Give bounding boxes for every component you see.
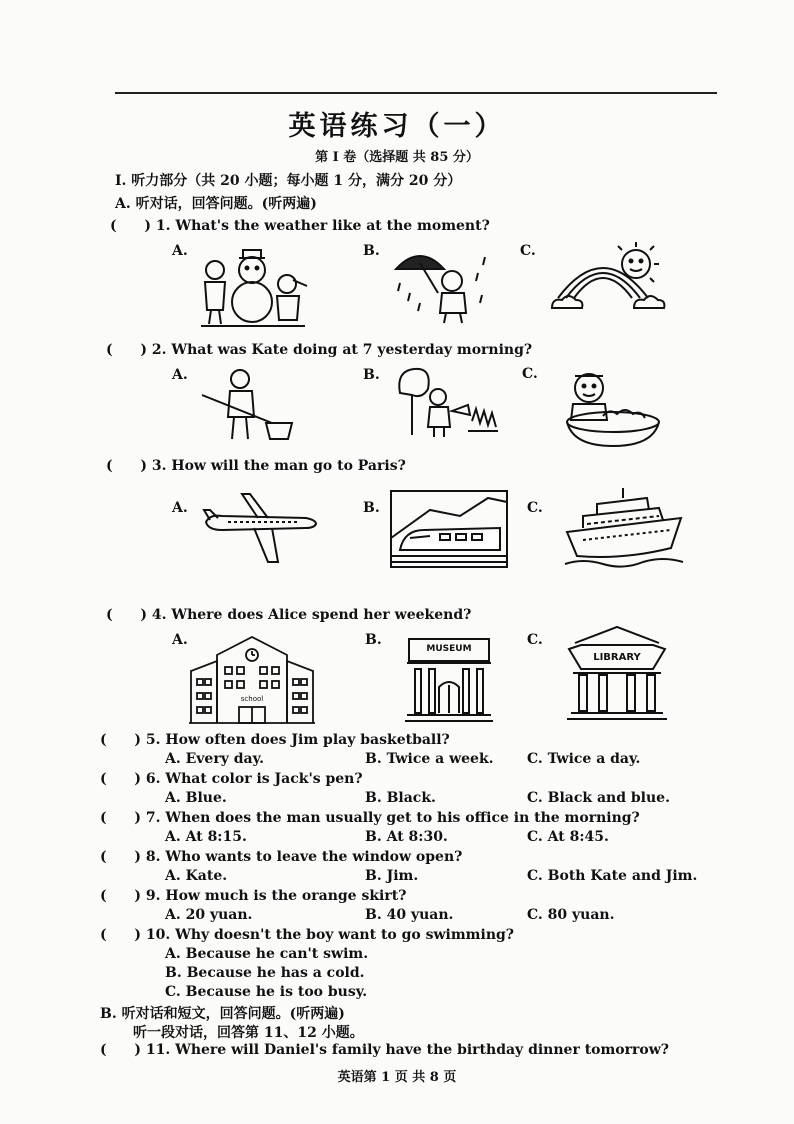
rainbow-sun-icon[interactable] (548, 238, 668, 318)
q4-option-b-label: B. (365, 632, 382, 648)
q5-option-b[interactable]: B. Twice a week. (365, 751, 494, 767)
q3-option-b-label: B. (363, 500, 380, 516)
library-building-icon[interactable] (565, 625, 669, 723)
question-8 (100, 849, 462, 865)
answer-blank-7[interactable]: ( (100, 810, 107, 826)
q8-option-a[interactable]: A. Kate. (165, 868, 228, 884)
question-4-stem: ) 4. Where does Alice spend her weekend? (140, 607, 472, 623)
school-sign: school (240, 695, 264, 703)
q1-option-c-label: C. (520, 243, 536, 259)
q9-option-a[interactable]: A. 20 yuan. (165, 907, 253, 923)
question-2 (106, 342, 532, 358)
question-1 (110, 218, 490, 234)
train-icon[interactable] (390, 490, 508, 568)
q10-option-a[interactable]: A. Because he can't swim. (165, 946, 369, 962)
question-9-stem: ) 9. How much is the orange skirt? (134, 888, 407, 904)
q5-option-c[interactable]: C. Twice a day. (527, 751, 641, 767)
q2-option-c-label: C. (522, 366, 538, 382)
answer-blank-6[interactable]: ( (100, 771, 107, 787)
part-a-instruction: A. 听对话，回答问题。(听两遍) (115, 196, 317, 212)
q8-option-c[interactable]: C. Both Kate and Jim. (527, 868, 698, 884)
answer-blank-3[interactable]: ( (106, 458, 113, 474)
school-building-icon[interactable] (189, 635, 315, 725)
question-3 (106, 458, 406, 474)
q10-option-c[interactable]: C. Because he is too busy. (165, 984, 368, 1000)
museum-sign: MUSEUM (426, 644, 472, 654)
page-title: 英语练习（一） (288, 111, 506, 142)
question-5-stem: ) 5. How often does Jim play basketball? (134, 732, 450, 748)
library-sign: LIBRARY (593, 652, 641, 663)
question-8-stem: ) 8. Who wants to leave the window open? (134, 849, 463, 865)
q3-option-c-label: C. (527, 500, 543, 516)
question-5 (100, 732, 450, 748)
answer-blank-5[interactable]: ( (100, 732, 107, 748)
q4-option-c-label: C. (527, 632, 543, 648)
question-7-stem: ) 7. When does the man usually get to his office in the morning? (134, 810, 640, 826)
q7-option-b[interactable]: B. At 8:30. (365, 829, 448, 845)
question-10-stem: ) 10. Why doesn't the boy want to go swimming? (134, 927, 514, 943)
airplane-icon[interactable] (202, 490, 318, 566)
q1-option-b-label: B. (363, 243, 380, 259)
q6-option-c[interactable]: C. Black and blue. (527, 790, 670, 806)
answer-blank-11[interactable]: ( (100, 1042, 107, 1058)
answer-blank-8[interactable]: ( (100, 849, 107, 865)
top-rule (115, 92, 717, 94)
q9-option-c[interactable]: C. 80 yuan. (527, 907, 615, 923)
q6-option-a[interactable]: A. Blue. (165, 790, 227, 806)
ship-icon[interactable] (563, 484, 685, 568)
question-10 (100, 927, 514, 943)
answer-blank-1[interactable]: ( (110, 218, 117, 234)
question-1-stem: ) 1. What's the weather like at the moment? (144, 218, 490, 234)
washing-clothes-icon[interactable] (553, 364, 661, 448)
watering-plants-icon[interactable] (392, 365, 500, 439)
q10-option-b[interactable]: B. Because he has a cold. (165, 965, 365, 981)
q5-option-a[interactable]: A. Every day. (165, 751, 264, 767)
page-footer: 英语第 1 页 共 8 页 (337, 1070, 457, 1085)
q6-option-b[interactable]: B. Black. (365, 790, 436, 806)
mopping-floor-icon[interactable] (200, 367, 298, 443)
q7-option-c[interactable]: C. At 8:45. (527, 829, 609, 845)
answer-blank-10[interactable]: ( (100, 927, 107, 943)
question-6 (100, 771, 363, 787)
answer-blank-4[interactable]: ( (106, 607, 113, 623)
question-4 (106, 607, 471, 623)
answer-blank-2[interactable]: ( (106, 342, 113, 358)
umbrella-rain-icon[interactable] (390, 243, 490, 325)
q1-option-a-label: A. (172, 243, 188, 259)
snowman-children-icon[interactable] (195, 240, 310, 328)
q9-option-b[interactable]: B. 40 yuan. (365, 907, 454, 923)
answer-blank-9[interactable]: ( (100, 888, 107, 904)
question-3-stem: ) 3. How will the man go to Paris? (140, 458, 406, 474)
question-11 (100, 1042, 669, 1058)
q3-option-a-label: A. (172, 500, 188, 516)
museum-building-icon[interactable] (405, 635, 493, 725)
question-11-stem: ) 11. Where will Daniel's family have the birthday dinner tomorrow? (134, 1042, 669, 1058)
paper-subtitle: 第 I 卷（选择题 共 85 分） (315, 150, 479, 165)
q4-option-a-label: A. (172, 632, 188, 648)
question-7 (100, 810, 640, 826)
q2-option-a-label: A. (172, 367, 188, 383)
question-6-stem: ) 6. What color is Jack's pen? (134, 771, 363, 787)
part-b-instruction: B. 听对话和短文，回答问题。(听两遍) (100, 1006, 345, 1022)
q7-option-a[interactable]: A. At 8:15. (165, 829, 247, 845)
question-9 (100, 888, 406, 904)
q8-option-b[interactable]: B. Jim. (365, 868, 419, 884)
part-b-note: 听一段对话，回答第 11、12 小题。 (133, 1025, 364, 1041)
question-2-stem: ) 2. What was Kate doing at 7 yesterday morning? (140, 342, 533, 358)
q2-option-b-label: B. (363, 367, 380, 383)
section-heading: I. 听力部分（共 20 小题；每小题 1 分，满分 20 分） (115, 173, 462, 189)
